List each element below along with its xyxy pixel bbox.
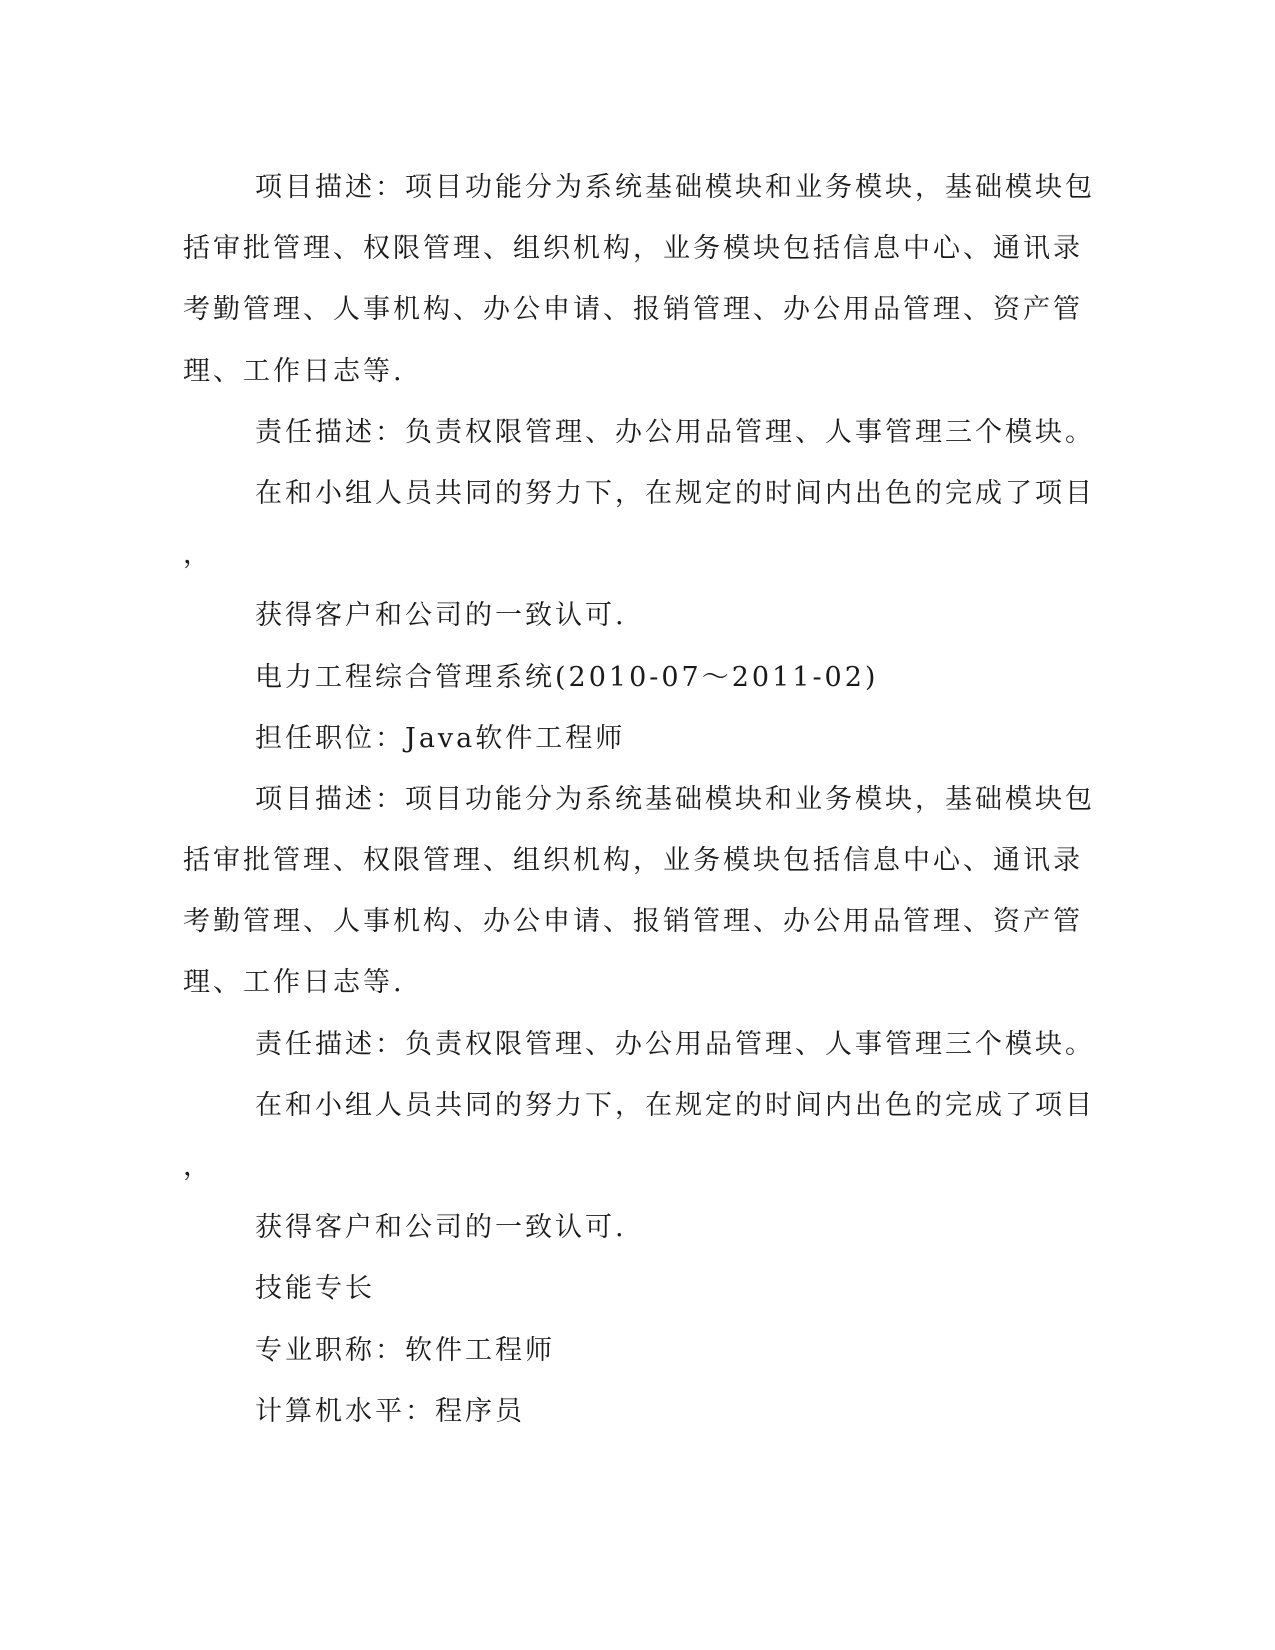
text-line: 项目描述：项目功能分为系统基础模块和业务模块，基础模块包 [255,172,1095,203]
text-line: 考勤管理、人事机构、办公申请、报销管理、办公用品管理、资产管 [183,906,1083,938]
text-line: 理、工作日志等. [183,355,405,387]
text-line: 电力工程综合管理系统(2010-07～2011-02) [255,661,879,693]
text-line: ， [183,1151,213,1182]
text-line: 担任职位：Java软件工程师 [255,722,626,754]
text-line: 获得客户和公司的一致认可. [255,600,627,632]
text-line: ， [183,539,213,571]
text-line: 计算机水平：程序员 [255,1395,525,1427]
document-body [183,157,1095,1442]
text-line: 考勤管理、人事机构、办公申请、报销管理、办公用品管理、资产管 [183,294,1083,326]
text-line: 括审批管理、权限管理、组织机构，业务模块包括信息中心、通讯录 [183,233,1083,265]
text-line: 括审批管理、权限管理、组织机构，业务模块包括信息中心、通讯录 [183,845,1083,877]
text-line: 获得客户和公司的一致认可. [255,1212,627,1244]
text-line: 技能专长 [255,1273,375,1305]
text-line: 理、工作日志等. [183,967,405,999]
text-line: 在和小组人员共同的努力下，在规定的时间内出色的完成了项目 [255,1089,1095,1121]
text-line: 在和小组人员共同的努力下，在规定的时间内出色的完成了项目 [255,477,1095,509]
text-line: 项目描述：项目功能分为系统基础模块和业务模块，基础模块包 [255,783,1095,815]
text-line: 专业职称：软件工程师 [255,1334,555,1366]
text-line: 责任描述：负责权限管理、办公用品管理、人事管理三个模块。 [255,1028,1095,1060]
text-line: 责任描述：负责权限管理、办公用品管理、人事管理三个模块。 [255,416,1095,448]
